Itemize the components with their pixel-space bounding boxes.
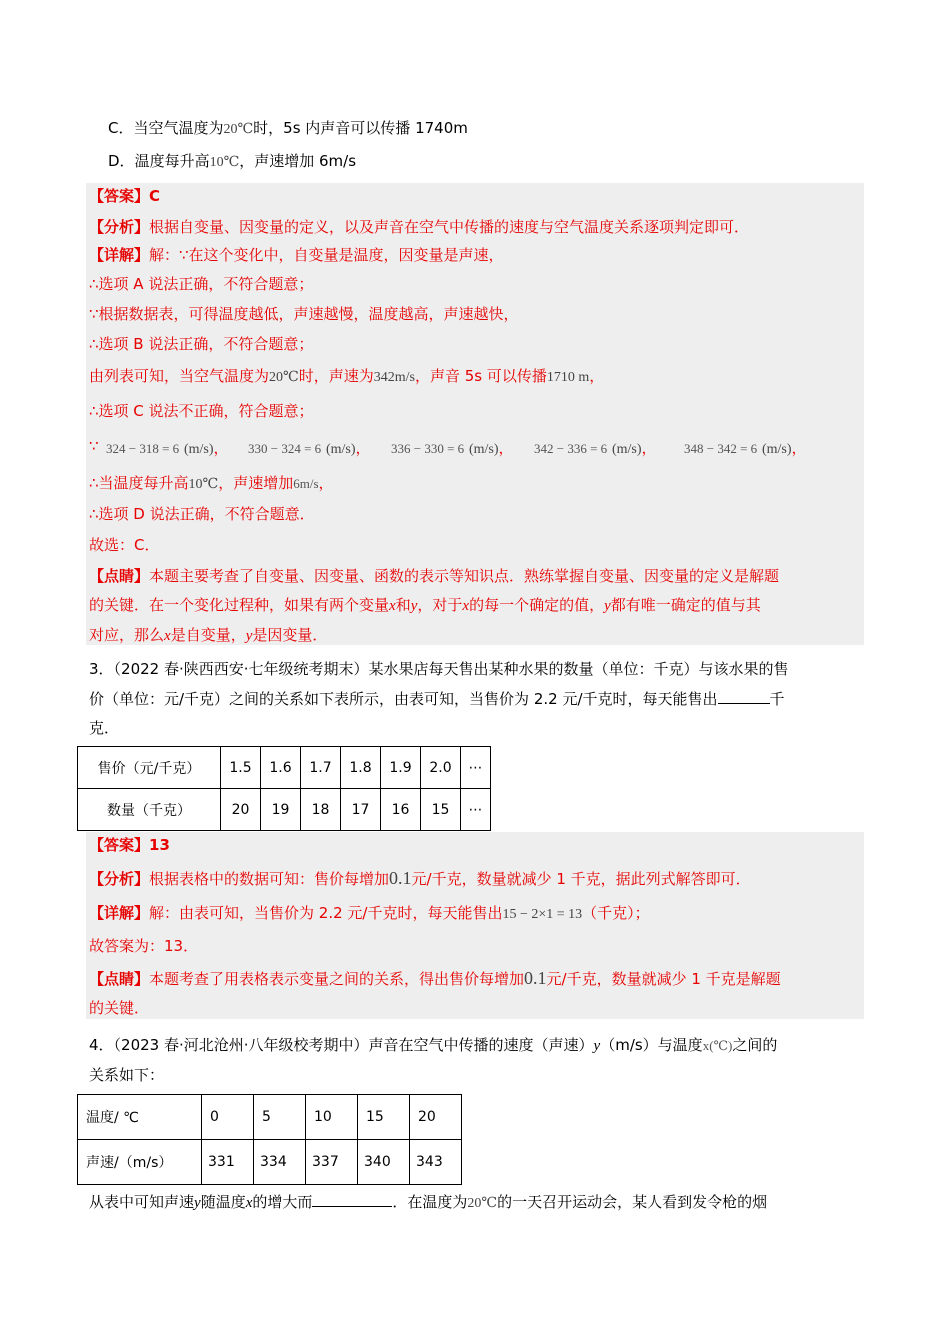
diff-3-expr: 336 − 330 = 6: [391, 441, 465, 456]
q4-answer-blank[interactable]: [312, 1192, 392, 1207]
q3-cell: 1.7: [301, 747, 341, 789]
option-d-label: D．: [108, 152, 135, 170]
analysis-tag: 【分析】: [89, 218, 150, 236]
q4-cell: 337: [306, 1140, 358, 1185]
d1-text1: ∴当温度每升高: [89, 474, 189, 492]
option-d: [108, 151, 356, 173]
q3-analysis-line: [89, 868, 751, 889]
answer-tag: 【答案】: [89, 187, 150, 205]
c1-text3: ，声音 5s 可以传播: [414, 367, 547, 385]
q4-table-row-temp: [78, 1095, 462, 1140]
q3-answer-blank[interactable]: [718, 689, 770, 704]
option-c-label: C．: [108, 119, 134, 137]
diff-4-expr: 342 − 336 = 6: [534, 441, 608, 456]
q3-table: [77, 746, 491, 831]
q3-answer-tag: 【答案】: [89, 836, 150, 854]
q2-detail-line: [89, 245, 504, 265]
diff-4-sep: ，: [641, 439, 657, 457]
comment-l2a: 的关键．在一个变化过程种，如果有两个变量: [89, 596, 390, 614]
q3-cell: 19: [261, 789, 301, 831]
q3-comment-t1: 本题考查了用表格表示变量之间的关系，得出售价每增加: [149, 970, 525, 988]
q4-l3-t1: 从表中可知声速: [89, 1193, 195, 1211]
q3-comment-tag: 【点睛】: [89, 970, 150, 988]
q4-l3-var-y: y: [194, 1195, 201, 1211]
comment-l1-text: 本题主要考查了自变量、因变量、函数的表示等知识点．熟练掌握自变量、因变量的定义是解题: [149, 567, 780, 585]
c1-math3: 1710 m: [546, 370, 590, 385]
q2-diff-line: [89, 436, 99, 456]
q2-analysis-line: [89, 217, 749, 237]
q3-detail-math: 15 − 2×1 = 13: [502, 907, 583, 922]
q3-answer-line: [89, 835, 170, 855]
var-y-3: y: [245, 628, 253, 644]
q4-l3-t3: 的增大而: [252, 1193, 313, 1211]
q4-cell: 20: [410, 1095, 462, 1140]
q3-comment-math: 0.1: [524, 968, 547, 988]
q4-table: [77, 1094, 462, 1185]
q3-answer-box: [86, 832, 864, 1019]
diff-2: [248, 438, 371, 460]
because-symbol: ∵: [89, 437, 99, 455]
diff-3-sep: ，: [498, 439, 514, 457]
option-d-math: 10℃: [209, 155, 240, 170]
comment-l2b: 和: [395, 596, 411, 614]
q3-detail-t2: （千克）；: [582, 904, 650, 922]
q3-line-3: 克．: [89, 719, 120, 737]
q3-cell-ellipsis: ⋯: [461, 789, 491, 831]
q2-line-b1: ∵根据数据表，可得温度越低，声速越慢，温度越高，声速越快，: [89, 305, 519, 323]
q4-cell: 340: [358, 1140, 410, 1185]
q3-final: 故答案为：13．: [89, 937, 199, 955]
q3-comment-l1: [89, 968, 781, 989]
q3-number: 3．: [89, 660, 114, 678]
q4-line-1: [89, 1035, 777, 1056]
q4-l3-t4: ．在温度为: [392, 1193, 468, 1211]
q2-line-c1: [89, 366, 604, 388]
q3-analysis-tag: 【分析】: [89, 870, 150, 888]
var-x-2: x: [462, 598, 470, 614]
q2-line-d2: ∴选项 D 说法正确，不符合题意．: [89, 505, 315, 523]
q3-cell: 16: [381, 789, 421, 831]
q3-l2-text: 价（单位：元/千克）之间的关系如下表所示，由表可知，当售价为 2.2 元/千克时，每天能售出: [89, 690, 718, 708]
q2-line-d1: [89, 473, 334, 495]
q3-cell: 2.0: [421, 747, 461, 789]
q3-table-row-quantity: [78, 789, 491, 831]
q3-cell: 20: [221, 789, 261, 831]
diff-3-unit: (m/s): [468, 442, 499, 457]
diff-5-unit: (m/s): [761, 442, 792, 457]
c1-text1: 由列表可知，当空气温度为: [89, 367, 270, 385]
option-d-text2: ，声速增加 6m/s: [239, 152, 357, 170]
comment-l2e: 都有唯一确定的值与其: [610, 596, 761, 614]
q3-l1-text: （2022 春·陕西西安·七年级统考期末）某水果店每天售出某种水果的数量（单位：千克）与该水果的售: [113, 660, 789, 678]
q3-line-1: [89, 659, 789, 679]
diff-2-unit: (m/s): [325, 442, 356, 457]
q4-l1-math: x(℃): [702, 1038, 733, 1053]
q4-cell: 331: [202, 1140, 254, 1185]
diff-3: [391, 438, 514, 460]
q2-comment-l1: [89, 566, 779, 586]
option-c-text1: 当空气温度为: [133, 119, 224, 137]
var-y-2: y: [604, 598, 611, 614]
comment-l3c: 是因变量．: [252, 626, 328, 644]
q2-line-a: ∴选项 A 说法正确，不符合题意；: [89, 275, 314, 293]
q4-row1-label: 温度/ ℃: [78, 1095, 202, 1140]
var-y: y: [410, 598, 418, 614]
q4-cell: 5: [254, 1095, 306, 1140]
answer-value: C: [149, 187, 161, 205]
q4-l1-t3: 之间的: [732, 1036, 778, 1054]
option-c-math: 20℃: [223, 122, 254, 137]
diff-5-expr: 348 − 342 = 6: [684, 441, 758, 456]
q3-cell: 18: [301, 789, 341, 831]
q3-line-2: [89, 689, 785, 709]
diff-4-unit: (m/s): [611, 442, 642, 457]
q3-analysis-t1: 根据表格中的数据可知：售价每增加: [149, 870, 390, 888]
comment-l3b: 是自变量，: [170, 626, 246, 644]
q3-detail-t1: 解：由表可知，当售价为 2.2 元/千克时，每天能售出: [149, 904, 503, 922]
q3-detail-tag: 【详解】: [89, 904, 150, 922]
q4-cell: 343: [410, 1140, 462, 1185]
d1-math1: 10℃: [188, 477, 219, 492]
q3-table-row-price: [78, 747, 491, 789]
var-x-3: x: [164, 628, 171, 644]
detail-tag: 【详解】: [89, 246, 150, 264]
q4-l1-t1: （2023 春·河北沧州·八年级校考期中）声音在空气中传播的速度（声速）: [113, 1036, 594, 1054]
q3-cell: 15: [421, 789, 461, 831]
q4-cell: 0: [202, 1095, 254, 1140]
q2-line-c2: ∴选项 C 说法不正确，符合题意；: [89, 402, 314, 420]
comment-l3a: 对应，那么: [89, 626, 165, 644]
q3-answer-value: 13: [149, 836, 170, 854]
d1-math2: 6m/s: [293, 476, 319, 491]
diff-1: [106, 438, 229, 460]
q4-line-3: [89, 1192, 767, 1214]
option-c: [108, 118, 468, 140]
q4-var-y: y: [593, 1038, 601, 1054]
q3-row2-label: 数量（千克）: [78, 789, 221, 831]
q3-comment-l2: 的关键．: [89, 999, 150, 1017]
detail-text: 解：∵在这个变化中，自变量是温度，因变量是声速，: [149, 246, 504, 264]
q3-cell: 17: [341, 789, 381, 831]
q4-cell: 10: [306, 1095, 358, 1140]
q4-l3-var-x: x: [245, 1195, 253, 1211]
c1-math1: 20℃: [269, 370, 299, 385]
q3-comment-t2: 元/千克，数量就减少 1 千克是解题: [546, 970, 781, 988]
option-c-text2: 时，5s 内声音可以传播 1740m: [253, 119, 468, 137]
diff-1-sep: ，: [213, 439, 229, 457]
q3-analysis-t2: 元/千克，数量就减少 1 千克，据此列式解答即可．: [411, 870, 751, 888]
q2-answer-line: [89, 186, 160, 206]
q4-l1-t2: （m/s）与温度: [600, 1036, 703, 1054]
comment-l2d: 的每一个确定的值，: [469, 596, 605, 614]
q2-comment-l3: [89, 625, 327, 646]
q3-l2-end: 千: [769, 690, 785, 708]
q3-cell: 1.9: [381, 747, 421, 789]
comment-tag: 【点睛】: [89, 567, 150, 585]
comment-l2c: ，对于: [417, 596, 463, 614]
d1-text2: ，声速增加: [218, 474, 294, 492]
analysis-text: 根据自变量、因变量的定义，以及声音在空气中传播的速度与空气温度关系逐项判定即可．: [149, 218, 750, 236]
q2-line-b2: ∴选项 B 说法正确，不符合题意；: [89, 335, 314, 353]
var-x: x: [389, 598, 396, 614]
c1-text2: 时，声速为: [298, 367, 374, 385]
q4-line-2: 关系如下：: [89, 1066, 165, 1084]
q4-l3-t5: 的一天召开运动会，某人看到发令枪的烟: [497, 1193, 768, 1211]
option-d-text1: 温度每升高: [134, 152, 210, 170]
q3-cell: 1.8: [341, 747, 381, 789]
q4-l3-t2: 随温度: [200, 1193, 246, 1211]
q3-cell: 1.6: [261, 747, 301, 789]
diff-1-expr: 324 − 318 = 6: [106, 441, 180, 456]
diff-5: [684, 438, 807, 460]
q2-comment-l2: [89, 595, 761, 616]
q4-number: 4．: [89, 1036, 114, 1054]
q4-l3-math: 20℃: [467, 1196, 498, 1211]
diff-2-expr: 330 − 324 = 6: [248, 441, 322, 456]
diff-4: [534, 438, 657, 460]
q3-analysis-math: 0.1: [389, 868, 412, 888]
diff-1-unit: (m/s): [183, 442, 214, 457]
diff-5-sep: ，: [791, 439, 807, 457]
c1-text4: ，: [589, 367, 605, 385]
q3-row1-label: 售价（元/千克）: [78, 747, 221, 789]
q4-table-row-speed: [78, 1140, 462, 1185]
q4-cell: 334: [254, 1140, 306, 1185]
q2-choose: 故选：C．: [89, 536, 160, 554]
c1-math2: 342m/s: [373, 370, 415, 385]
diff-2-sep: ，: [355, 439, 371, 457]
q4-cell: 15: [358, 1095, 410, 1140]
q3-cell-ellipsis: ⋯: [461, 747, 491, 789]
q3-cell: 1.5: [221, 747, 261, 789]
q4-row2-label: 声速/（m/s）: [78, 1140, 202, 1185]
q3-detail-line: [89, 903, 650, 925]
d1-text3: ，: [318, 474, 334, 492]
